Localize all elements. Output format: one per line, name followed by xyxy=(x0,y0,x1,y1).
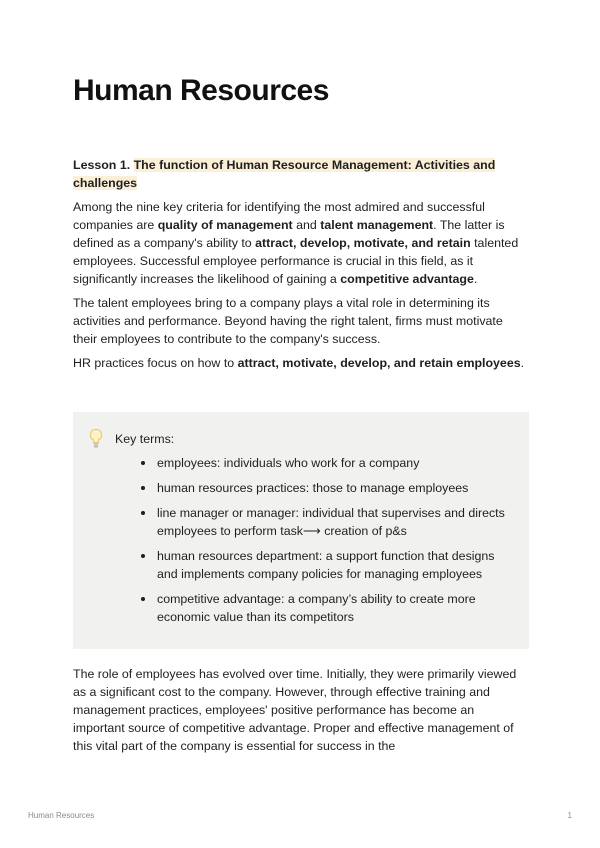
lesson-heading xyxy=(73,156,529,192)
paragraph-talent-management xyxy=(73,198,529,288)
bold-quality-of-management: quality of management xyxy=(157,218,293,232)
text-run: . The latter is defined as a company's ability to xyxy=(73,218,505,250)
paragraph-hr-practices xyxy=(73,354,529,372)
text-run: . xyxy=(520,356,525,370)
footer-document-title: Human Resources xyxy=(28,811,95,820)
list-item: line manager or manager: individual that supervises and directs employees to perform task⟶ creation of p&s xyxy=(137,504,509,540)
text-run: HR practices focus on how to xyxy=(73,356,238,370)
footer-page-number: 1 xyxy=(567,811,572,820)
lesson-title-highlight: The function of Human Resource Management: Activities and challenges xyxy=(73,158,496,190)
paragraph-talent-role: The talent employees bring to a company plays a vital role in determining its activities and performance. Beyond having the right talent, firms must motivate their employees to contribute to the company's success. xyxy=(73,296,503,346)
bold-competitive-advantage: competitive advantage xyxy=(340,272,474,286)
text-run: talented employees. Successful employee performance is crucial in this field, as it significantly increases the likelihood of gaining a xyxy=(73,236,519,286)
text-run: and xyxy=(292,218,321,232)
text-run: Among the nine key criteria for identifying the most admired and successful companies are xyxy=(73,200,485,232)
bold-attract-motivate: attract, motivate, develop, and retain employees xyxy=(237,356,521,370)
callout-title: Key terms: xyxy=(115,432,175,446)
list-item: human resources practices: those to manage employees xyxy=(137,479,509,497)
list-item: human resources department: a support function that designs and implements company policies for managing employees xyxy=(137,547,509,583)
paragraph-employee-role: The role of employees has evolved over time. Initially, they were primarily viewed as a significant cost to the company. However, through effective training and management practices, employees' positive performance has become an important source of competitive advantage. Proper and effective management of this vital part of the company is essential for success in the xyxy=(73,667,517,753)
lesson-prefix: Lesson 1. xyxy=(73,158,131,172)
text-run: . xyxy=(473,272,478,286)
page-content xyxy=(73,74,529,755)
lightbulb-icon xyxy=(89,428,103,450)
list-item: competitive advantage: a company’s ability to create more economic value than its competitors xyxy=(137,590,509,626)
key-terms-callout xyxy=(73,412,529,649)
list-item: employees: individuals who work for a company xyxy=(137,454,509,472)
key-terms-list xyxy=(137,454,509,626)
bold-talent-management: talent management xyxy=(320,218,434,232)
page-title: Human Resources xyxy=(73,74,329,107)
bold-attract-develop: attract, develop, motivate, and retain xyxy=(255,236,471,250)
